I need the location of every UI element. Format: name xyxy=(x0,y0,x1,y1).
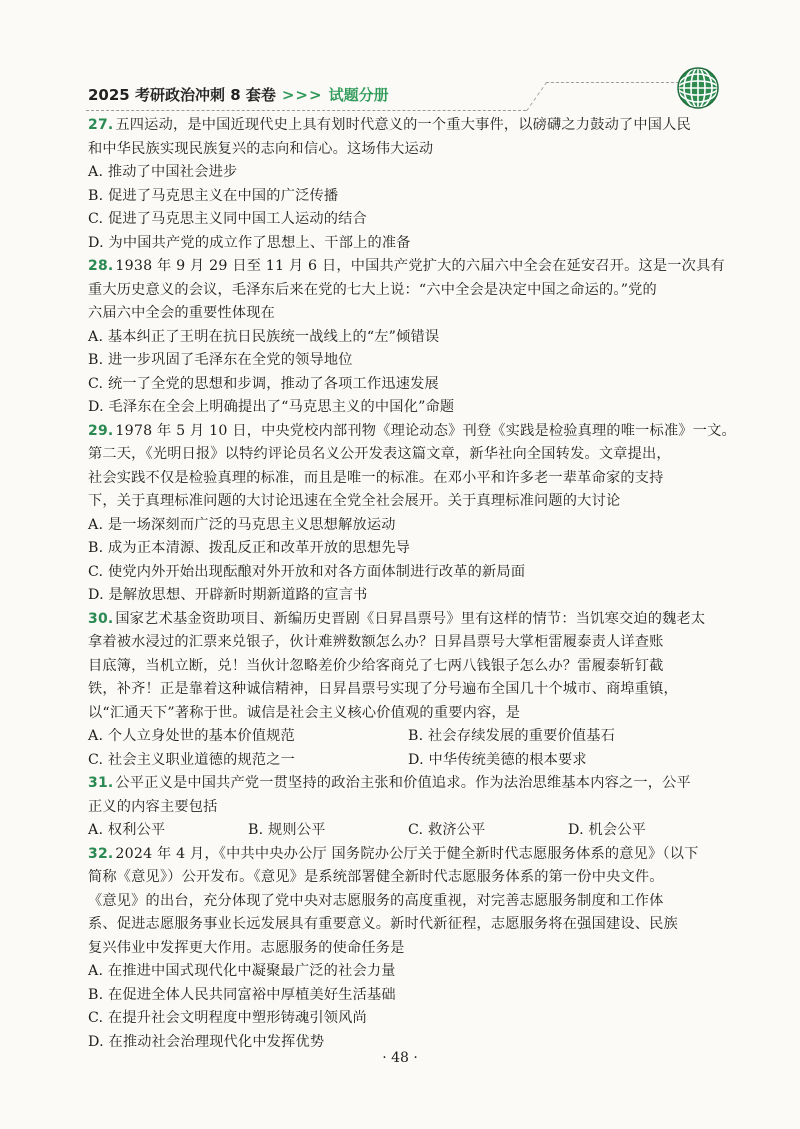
stem-text: 和中华民族实现民族复兴的志向和信心。这场伟大运动 xyxy=(88,140,434,157)
question-stem-line xyxy=(88,772,728,796)
answer-option: A. 个人立身处世的基本价值规范 xyxy=(88,728,295,744)
answer-option: B. 进一步巩固了毛泽东在全党的领导地位 xyxy=(88,352,353,368)
answer-option: A. 是一场深刻而广泛的马克思主义思想解放运动 xyxy=(88,516,396,533)
question-stem-line xyxy=(88,866,728,890)
stem-text: 2024 年 4 月，《中共中央办公厅 国务院办公厅关于健全新时代志愿服务体系的意见》（以下 xyxy=(115,845,699,862)
question-stem-line xyxy=(88,138,728,162)
answer-option: B. 规则公平 xyxy=(248,822,326,838)
header-rule-slant xyxy=(526,82,689,111)
stem-text: 1978 年 5 月 10 日，中央党校内部刊物《理论动态》刊登《实践是检验真理的唯一标准》一文。 xyxy=(115,422,736,439)
header-arrows: >>> xyxy=(281,86,323,104)
question-number: 27. xyxy=(88,117,114,133)
answer-option: B. 成为正本清源、拨乱反正和改革开放的思想先导 xyxy=(88,540,411,556)
question-stem-line xyxy=(88,467,728,491)
stem-text: 重大历史意义的会议，毛泽东后来在党的七大上说：“六中全会是决定中国之命运的。”党的 xyxy=(88,281,657,298)
answer-option: A. 在推进中国式现代化中凝聚最广泛的社会力量 xyxy=(88,963,396,979)
question-27 xyxy=(88,114,728,255)
stem-text: 公平正义是中国共产党一贯坚持的政治主张和价值追求。作为法治思维基本内容之一，公平 xyxy=(115,775,691,791)
question-list xyxy=(88,114,736,1054)
answer-option: D. 机会公平 xyxy=(568,822,647,838)
stem-text: 复兴伟业中发挥更大作用。志愿服务的使命任务是 xyxy=(88,939,405,956)
question-stem-line xyxy=(88,302,728,326)
question-stem-line xyxy=(88,608,728,632)
stem-text: 第二天，《光明日报》以特约评论员名义公开发表这篇文章，新华社向全国转发。文章提出， xyxy=(88,446,671,462)
question-stem-line xyxy=(88,631,728,655)
question-stem-line xyxy=(88,443,728,467)
stem-text: 下，关于真理标准问题的大讨论迅速在全党全社会展开。关于真理标准问题的大讨论 xyxy=(88,493,621,509)
answer-option: D. 是解放思想、开辟新时期新道路的宣言书 xyxy=(88,587,368,603)
answer-option: C. 救济公平 xyxy=(408,822,486,838)
question-stem-line xyxy=(88,843,728,867)
page-number: · 48 · xyxy=(382,1050,418,1066)
answer-option: B. 促进了马克思主义在中国的广泛传播 xyxy=(88,187,339,204)
question-number: 32. xyxy=(88,845,114,862)
answer-option: C. 在提升社会文明程度中塑形铸魂引领风尚 xyxy=(88,1010,367,1026)
question-number: 30. xyxy=(88,610,114,627)
answer-option: A. 权利公平 xyxy=(88,822,166,838)
question-stem-line xyxy=(88,490,728,514)
stem-text: 以“汇通天下”著称于世。诚信是社会主义核心价值观的重要内容，是 xyxy=(88,704,521,721)
stem-text: 系、促进志愿服务事业长远发展具有重要意义。新时代新征程，志愿服务将在强国建设、民族 xyxy=(88,916,678,932)
answer-option: C. 促进了马克思主义同中国工人运动的结合 xyxy=(88,211,367,227)
question-stem-line xyxy=(88,420,736,444)
answer-option: B. 在促进全体人民共同富裕中厚植美好生活基础 xyxy=(88,986,396,1003)
answer-option-row xyxy=(88,819,728,843)
stem-text: 《意见》的出台，充分体现了党中央对志愿服务的高度重视，对完善志愿服务制度和工作体 xyxy=(88,892,664,909)
answer-option: C. 使党内外开始出现酝酿对外开放和对各方面体制进行改革的新局面 xyxy=(88,563,526,580)
stem-text: 社会实践不仅是检验真理的标准，而且是唯一的标准。在邓小平和许多老一辈革命家的支持 xyxy=(88,469,664,486)
question-stem-line xyxy=(88,678,728,702)
answer-option: D. 中华传统美德的根本要求 xyxy=(408,751,587,768)
answer-option: C. 统一了全党的思想和步调，推动了各项工作迅速发展 xyxy=(88,375,439,392)
answer-option: D. 毛泽东在全会上明确提出了“马克思主义的中国化”命题 xyxy=(88,399,455,415)
question-29 xyxy=(88,420,736,608)
stem-text: 六届六中全会的重要性体现在 xyxy=(88,305,276,321)
question-stem-line xyxy=(88,937,728,961)
answer-option: A. 基本纠正了王明在抗日民族统一战线上的“左”倾错误 xyxy=(88,328,440,345)
header-rule xyxy=(86,110,526,111)
stem-text: 正义的内容主要包括 xyxy=(88,798,218,815)
question-stem-line xyxy=(88,655,728,679)
stem-text: 拿着被水浸过的汇票来兑银子，伙计难辨数额怎么办？日昇昌票号大掌柜雷履泰责人详查账 xyxy=(88,634,664,650)
question-number: 29. xyxy=(88,422,114,439)
stem-text: 国家艺术基金资助项目、新编历史晋剧《日昇昌票号》里有这样的情节：当饥寒交迫的魏老太 xyxy=(115,610,706,627)
question-32 xyxy=(88,843,728,1055)
question-28 xyxy=(88,255,728,420)
stem-text: 目底簿，当机立断，兑！当伙计忽略差价少给客商兑了七两八钱银子怎么办？雷履泰斩钉截 xyxy=(88,657,664,674)
answer-option: D. 在推动社会治理现代化中发挥优势 xyxy=(88,1033,325,1050)
answer-option: C. 社会主义职业道德的规范之一 xyxy=(88,751,296,768)
question-stem-line xyxy=(88,255,728,279)
stem-text: 1938 年 9 月 29 日至 11 月 6 日，中国共产党扩大的六届六中全会在延安召开。这是一次具有 xyxy=(115,258,725,274)
answer-option-row xyxy=(88,749,728,773)
question-stem-line xyxy=(88,796,728,820)
question-31 xyxy=(88,772,728,843)
answer-option: B. 社会存续发展的重要价值基石 xyxy=(408,728,616,744)
book-title: 2025 考研政治冲刺 8 套卷 xyxy=(88,86,276,104)
question-stem-line xyxy=(88,114,728,138)
stem-text: 五四运动，是中国近现代史上具有划时代意义的一个重大事件，以磅礴之力鼓动了中国人民 xyxy=(115,117,691,133)
question-stem-line xyxy=(88,702,728,726)
stem-text: 铁，补齐！正是靠着这种诚信精神，日昇昌票号实现了分号遍布全国几十个城市、商埠重镇， xyxy=(88,681,678,697)
answer-option: D. 为中国共产党的成立作了思想上、干部上的准备 xyxy=(88,234,411,251)
question-30 xyxy=(88,608,728,773)
stem-text: 简称《意见》）公开发布。《意见》是系统部署健全新时代志愿服务体系的第一份中央文件。 xyxy=(88,869,664,885)
section-name: 试题分册 xyxy=(328,86,389,104)
answer-option: A. 推动了中国社会进步 xyxy=(88,164,238,180)
question-number: 31. xyxy=(88,775,114,791)
question-stem-line xyxy=(88,913,728,937)
question-stem-line xyxy=(88,890,728,914)
globe-logo-icon xyxy=(676,66,720,110)
answer-option-row xyxy=(88,725,728,749)
question-stem-line xyxy=(88,279,728,303)
question-number: 28. xyxy=(88,258,114,274)
